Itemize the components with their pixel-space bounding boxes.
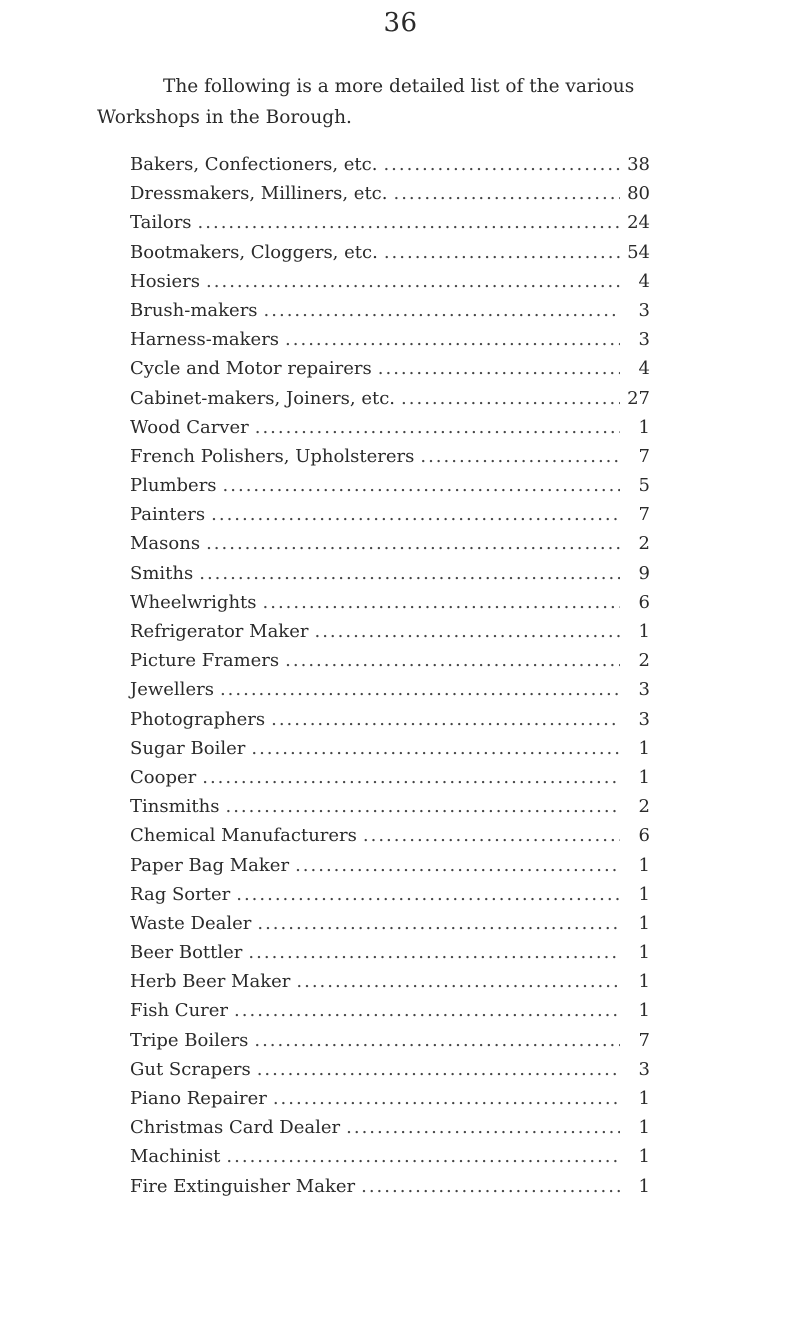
list-item (130, 675, 650, 704)
workshop-count: 4 (638, 358, 650, 380)
list-item (130, 851, 650, 880)
dot-leader (257, 1055, 620, 1084)
workshop-count: 7 (638, 1029, 650, 1051)
list-item (130, 208, 650, 237)
workshop-name: Cycle and Motor repairers (130, 358, 372, 380)
workshop-count: 2 (638, 650, 650, 672)
workshop-name: Christmas Card Dealer (130, 1117, 341, 1139)
workshop-count: 3 (638, 679, 650, 701)
workshop-name: Waste Dealer (130, 912, 252, 934)
dot-leader (314, 617, 620, 646)
dot-leader (363, 821, 620, 850)
dot-leader (384, 238, 620, 267)
workshop-count: 2 (638, 796, 650, 818)
list-item (130, 1142, 650, 1171)
dot-leader (393, 179, 620, 208)
workshop-count: 7 (638, 504, 650, 526)
workshop-count: 1 (638, 1146, 650, 1168)
workshop-count: 3 (638, 329, 650, 351)
dot-leader (378, 354, 620, 383)
workshop-count: 1 (638, 854, 650, 876)
dot-leader (296, 967, 620, 996)
dot-leader (285, 646, 620, 675)
list-item (130, 529, 650, 558)
workshop-name: Sugar Boiler (130, 737, 246, 759)
dot-leader (383, 150, 620, 179)
list-item (130, 1113, 650, 1142)
workshop-count: 1 (638, 1088, 650, 1109)
list-item (130, 384, 650, 413)
workshop-name: Gut Scrapers (130, 1058, 251, 1080)
dot-leader (211, 500, 620, 529)
workshop-name: Picture Framers (130, 650, 280, 672)
workshop-list (130, 150, 650, 1201)
dot-leader (206, 267, 620, 296)
workshop-name: Tinsmiths (130, 796, 220, 818)
workshop-name: Wood Carver (130, 416, 249, 438)
list-item (130, 442, 650, 471)
workshop-name: Beer Bottler (130, 942, 243, 964)
workshop-count: 1 (638, 766, 650, 788)
list-item (130, 734, 650, 763)
list-item (130, 588, 650, 617)
list-item (130, 1172, 650, 1201)
workshop-name: Masons (130, 533, 201, 555)
workshop-name: Cabinet-makers, Joiners, etc. (130, 387, 396, 409)
list-item (130, 996, 650, 1025)
list-item (130, 821, 650, 850)
list-item (130, 763, 650, 792)
dot-leader (234, 996, 620, 1025)
workshop-count: 4 (638, 270, 650, 292)
dot-leader (257, 909, 620, 938)
workshop-name: Fire Extinguisher Maker (130, 1175, 356, 1197)
workshop-count: 1 (638, 912, 650, 934)
dot-leader (285, 325, 620, 354)
workshop-count: 27 (627, 387, 650, 409)
workshop-name: Tripe Boilers (130, 1029, 249, 1051)
list-item (130, 559, 650, 588)
workshop-count: 3 (638, 1058, 650, 1080)
dot-leader (251, 734, 620, 763)
dot-leader (264, 296, 620, 325)
list-item (130, 1055, 650, 1084)
workshop-name: Plumbers (130, 475, 217, 497)
workshop-name: Piano Repairer (130, 1088, 267, 1109)
dot-leader (206, 529, 620, 558)
list-item (130, 500, 650, 529)
workshop-name: Harness-makers (130, 329, 280, 351)
workshop-count: 9 (638, 562, 650, 584)
workshop-count: 1 (638, 971, 650, 993)
workshop-count: 5 (638, 475, 650, 497)
dot-leader (220, 675, 620, 704)
list-item (130, 967, 650, 996)
list-item (130, 792, 650, 821)
dot-leader (254, 1026, 620, 1055)
list-item (130, 179, 650, 208)
workshop-count: 80 (627, 183, 650, 205)
workshop-name: Herb Beer Maker (130, 971, 291, 993)
dot-leader (273, 1084, 620, 1113)
workshop-name: Painters (130, 504, 206, 526)
workshop-name: Paper Bag Maker (130, 854, 290, 876)
list-item (130, 909, 650, 938)
list-item (130, 471, 650, 500)
workshop-count: 3 (638, 708, 650, 730)
workshop-name: Tailors (130, 212, 192, 234)
workshop-count: 6 (638, 591, 650, 613)
workshop-count: 1 (638, 737, 650, 759)
workshop-name: Jewellers (130, 679, 214, 701)
workshop-count: 1 (638, 942, 650, 964)
dot-leader (226, 1142, 620, 1171)
workshop-name: Brush-makers (130, 299, 258, 321)
workshop-name: Fish Curer (130, 1000, 229, 1022)
workshop-name: Cooper (130, 766, 197, 788)
dot-leader (361, 1172, 620, 1201)
workshop-name: Refrigerator Maker (130, 621, 309, 642)
list-item (130, 238, 650, 267)
dot-leader (263, 588, 620, 617)
dot-leader (225, 792, 620, 821)
workshop-name: Photographers (130, 708, 266, 730)
list-item (130, 880, 650, 909)
workshop-count: 2 (638, 533, 650, 555)
workshop-count: 6 (638, 825, 650, 847)
list-item (130, 296, 650, 325)
workshop-count: 1 (638, 1175, 650, 1197)
workshop-name: Hosiers (130, 270, 201, 292)
workshop-name: Dressmakers, Milliners, etc. (130, 183, 388, 205)
dot-leader (420, 442, 620, 471)
workshop-count: 1 (638, 883, 650, 905)
dot-leader (295, 851, 620, 880)
list-item (130, 646, 650, 675)
workshop-count: 1 (638, 1000, 650, 1022)
workshop-name: Wheelwrights (130, 591, 257, 613)
workshop-count: 54 (627, 241, 650, 263)
list-item (130, 150, 650, 179)
list-item (130, 617, 650, 646)
workshop-name: Smiths (130, 562, 194, 584)
dot-leader (198, 208, 620, 237)
dot-leader (271, 705, 620, 734)
workshop-name: Rag Sorter (130, 883, 231, 905)
dot-leader (255, 413, 620, 442)
list-item (130, 1084, 650, 1113)
workshop-name: Machinist (130, 1146, 221, 1168)
list-item (130, 325, 650, 354)
dot-leader (346, 1113, 620, 1142)
list-item (130, 267, 650, 296)
workshop-count: 1 (638, 416, 650, 438)
workshop-count: 1 (638, 1117, 650, 1139)
workshop-count: 24 (627, 212, 650, 234)
workshop-count: 7 (638, 445, 650, 467)
dot-leader (401, 384, 620, 413)
workshop-count: 1 (638, 621, 650, 642)
workshop-name: Chemical Manufacturers (130, 825, 357, 847)
page-number: 36 (383, 8, 418, 38)
workshop-count: 38 (627, 154, 650, 175)
workshop-name: Bakers, Confectioners, etc. (130, 154, 378, 175)
list-item (130, 938, 650, 967)
intro-paragraph: The following is a more detailed list of the various Workshops in the Borough. (97, 76, 635, 128)
workshop-name: French Polishers, Upholsterers (130, 445, 415, 467)
dot-leader (236, 880, 620, 909)
list-item (130, 354, 650, 383)
dot-leader (223, 471, 620, 500)
list-item (130, 413, 650, 442)
list-item (130, 1026, 650, 1055)
dot-leader (199, 559, 620, 588)
list-item (130, 705, 650, 734)
workshop-count: 3 (638, 299, 650, 321)
dot-leader (248, 938, 620, 967)
workshop-name: Bootmakers, Cloggers, etc. (130, 241, 378, 263)
dot-leader (202, 763, 620, 792)
